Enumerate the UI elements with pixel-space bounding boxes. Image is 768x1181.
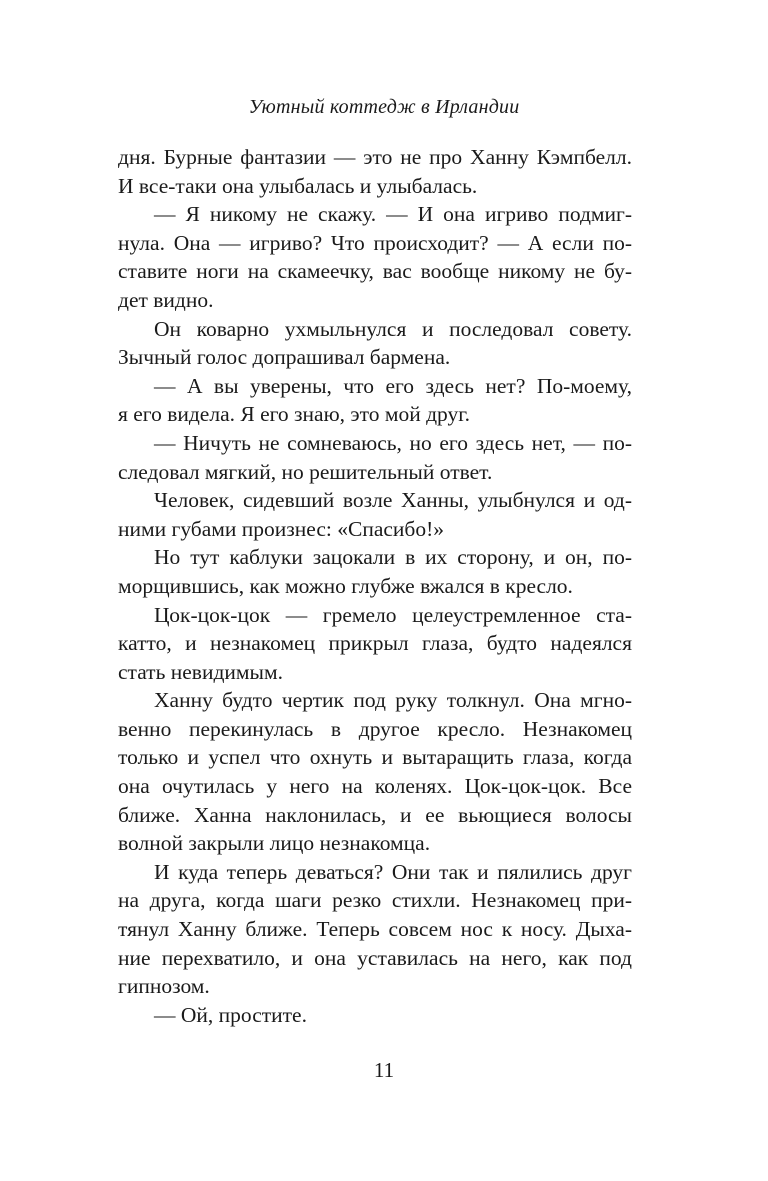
text-line: Но тут каблуки зацокали в их сторону, и он, по- xyxy=(154,545,632,570)
text-line: ставите ноги на скамеечку, вас вообще никому не бу- xyxy=(118,259,632,284)
text-line: только и успел что охнуть и вытаращить глаза, когда xyxy=(118,745,632,770)
body-text xyxy=(118,143,632,1029)
text-line: венно перекинулась в другое кресло. Незнакомец xyxy=(118,716,632,741)
text-line: — Ничуть не сомневаюсь, но его здесь нет, — по- xyxy=(154,430,632,455)
text-line: Человек, сидевший возле Ханны, улыбнулся и од- xyxy=(154,488,632,513)
text-line: Цок-цок-цок — гремело целеустремленное ста- xyxy=(154,602,632,627)
text-line: морщившись, как можно глубже вжался в кресло. xyxy=(118,573,573,598)
text-line: гипнозом. xyxy=(118,974,210,999)
text-line: нула. Она — игриво? Что происходит? — А если по- xyxy=(118,230,632,255)
text-line: — Ой, простите. xyxy=(154,1002,307,1027)
text-line: стать невидимым. xyxy=(118,659,283,684)
text-line: И куда теперь деваться? Они так и пялились друг xyxy=(154,859,632,884)
text-line: ближе. Ханна наклонилась, и ее вьющиеся волосы xyxy=(118,802,632,827)
text-line: И все-таки она улыбалась и улыбалась. xyxy=(118,173,478,198)
text-line: ние перехватило, и она уставилась на него, как под xyxy=(118,945,632,970)
text-line: следовал мягкий, но решительный ответ. xyxy=(118,459,493,484)
text-line: Зычный голос допрашивал бармена. xyxy=(118,345,451,370)
text-line: я его видела. Я его знаю, это мой друг. xyxy=(118,402,471,427)
text-line: она очутилась у него на коленях. Цок-цок-цок. Все xyxy=(118,774,632,799)
text-line: Он коварно ухмыльнулся и последовал совету. xyxy=(154,316,632,341)
text-line: на друга, когда шаги резко стихли. Незнакомец при- xyxy=(118,888,632,913)
page-number: 11 xyxy=(373,1058,395,1082)
text-line: ними губами произнес: «Спасибо!» xyxy=(118,516,445,541)
text-line: катто, и незнакомец прикрыл глаза, будто надеялся xyxy=(118,631,632,656)
text-line: волной закрыли лицо незнакомца. xyxy=(118,831,431,856)
text-line: дня. Бурные фантазии — это не про Ханну Кэмпбелл. xyxy=(118,145,632,169)
text-line: тянул Ханну ближе. Теперь совсем нос к носу. Дыха- xyxy=(118,917,632,942)
text-line: — Я никому не скажу. — И она игриво подмиг- xyxy=(154,202,632,227)
text-line: — А вы уверены, что его здесь нет? По-моему, xyxy=(154,373,632,398)
running-head: Уютный коттедж в Ирландии xyxy=(248,96,520,118)
text-line: Ханну будто чертик под руку толкнул. Она мгно- xyxy=(154,688,632,713)
text-line: дет видно. xyxy=(118,287,214,312)
